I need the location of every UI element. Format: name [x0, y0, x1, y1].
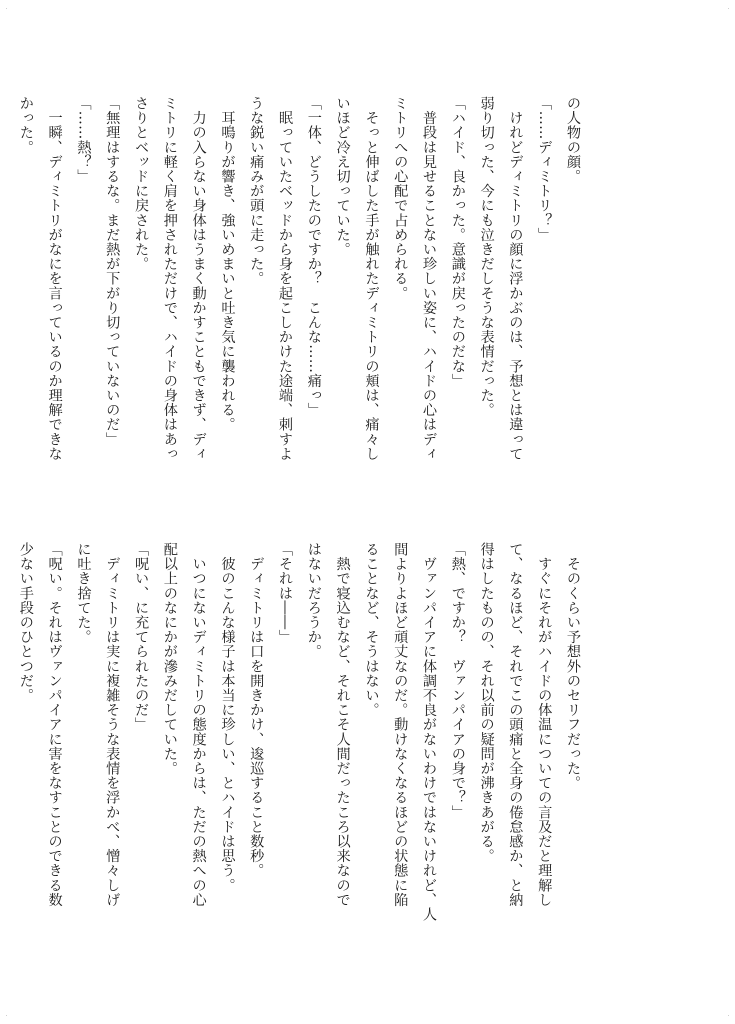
text-line: 「……熱？」 — [75, 96, 92, 184]
text-line: ディミトリは口を開きかけ、逡巡すること数秒。 — [248, 542, 265, 878]
text-line: 「それは――」 — [277, 542, 294, 645]
text-line: 普段は見せることない珍しい姿に、ハイドの心はディ — [421, 96, 438, 461]
text-line: うな鋭い痛みが頭に走った。 — [248, 96, 265, 286]
text-line: いつにないディミトリの態度からは、ただの熱への心 — [190, 542, 207, 907]
text-line: て、なるほど、それでこの頭痛と全身の倦怠感か、と納 — [507, 542, 524, 907]
text-line: 間よりよほど頑丈なのだ。動けなくなるほどの状態に陥 — [392, 542, 409, 907]
text-line: 耳鳴りが響き、強いめまいと吐き気に襲われる。 — [219, 96, 236, 432]
crop-mark-bottom-right — [728, 1015, 729, 1016]
text-line: はないだろうか。 — [305, 542, 322, 659]
text-line: 「一体、どうしたのですか？ こんな……痛っ」 — [305, 96, 322, 418]
text-line: 「呪い、に充てられたのだ」 — [133, 542, 150, 732]
text-line: けれどディミトリの顔に浮かぶのは、予想とは違って — [507, 96, 524, 461]
text-line: の人物の顔。 — [565, 96, 581, 184]
text-line: ることなど、そうはない。 — [363, 542, 380, 718]
text-line: そのくらい予想外のセリフだった。 — [565, 542, 581, 791]
text-block-bottom — [11, 542, 587, 947]
text-line: 「……ディミトリ？」 — [536, 96, 553, 242]
text-line: 一瞬、ディミトリがなにを言っているのか理解できな — [46, 96, 63, 461]
text-line: さりとベッドに戻された。 — [133, 96, 150, 272]
text-line: ヴァンパイアに体調不良がないわけではないけれど、人 — [421, 542, 438, 922]
text-line: 力の入らない身体はうまく動かすこともできず、ディ — [190, 96, 207, 461]
text-line: ミトリへの心配で占められる。 — [392, 96, 409, 301]
text-line: 「無理はするな。まだ熱が下がり切っていないのだ」 — [104, 96, 121, 447]
text-line: すぐにそれがハイドの体温についての言及だと理解し — [536, 542, 553, 907]
text-line: 「呪い。それはヴァンパイアに害をなすことのできる数 — [46, 542, 63, 907]
text-line: 「熱、ですか？ ヴァンパイアの身で？」 — [449, 542, 466, 820]
text-line: 彼のこんな様子は本当に珍しい、とハイドは思う。 — [219, 542, 236, 893]
text-line: に吐き捨てた。 — [75, 542, 92, 645]
text-block-top — [11, 96, 587, 501]
text-line: そっと伸ばした手が触れたディミトリの頬は、痛々し — [363, 96, 380, 461]
text-line: 「ハイド、良かった。意識が戻ったのだな」 — [449, 96, 466, 388]
text-line: 少ない手段のひとつだ。 — [17, 542, 34, 703]
text-line: いほど冷え切っていた。 — [334, 96, 351, 257]
text-line: 得はしたものの、それ以前の疑問が沸きあがる。 — [478, 542, 495, 864]
text-line: かった。 — [17, 96, 34, 155]
text-line: 配以上のなにかが滲みだしていた。 — [161, 542, 178, 776]
text-line: 眠っていたベッドから身を起こしかけた途端、刺すよ — [277, 96, 294, 461]
crop-mark-top-left — [6, 8, 7, 9]
text-line: 熱で寝込むなど、それこそ人間だったころ以来なので — [334, 542, 351, 907]
text-line: ディミトリは実に複雑そうな表情を浮かべ、憎々しげ — [104, 542, 121, 907]
crop-mark-top-right — [728, 8, 729, 9]
text-line: ミトリに軽く肩を押されただけで、ハイドの身体はあっ — [161, 96, 178, 461]
crop-mark-bottom-left — [6, 1015, 7, 1016]
text-line: 弱り切った、今にも泣きだしそうな表情だった。 — [478, 96, 495, 418]
